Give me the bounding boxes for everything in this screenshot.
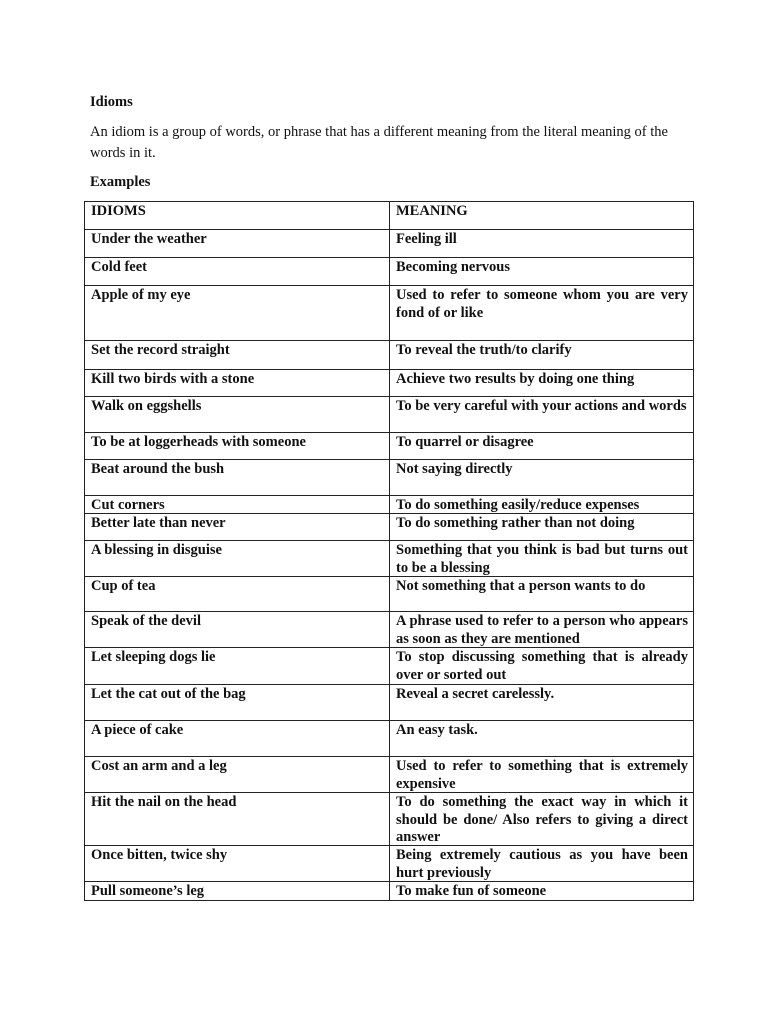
column-divider bbox=[389, 397, 390, 432]
header-idioms: IDIOMS bbox=[91, 203, 146, 219]
intro-paragraph: An idiom is a group of words, or phrase that has a different meaning from the literal meaning of the words in it. bbox=[90, 124, 668, 161]
table-header-row bbox=[84, 201, 694, 230]
idiom-cell: Set the record straight bbox=[91, 342, 230, 358]
table-row bbox=[84, 756, 694, 793]
column-divider bbox=[389, 685, 390, 720]
meaning-cell: To quarrel or disagree bbox=[396, 434, 534, 450]
idiom-cell: A piece of cake bbox=[91, 722, 184, 738]
idiom-cell: Once bitten, twice shy bbox=[91, 847, 228, 863]
table-row bbox=[84, 720, 694, 757]
column-divider bbox=[389, 433, 390, 459]
column-divider bbox=[389, 341, 390, 369]
table-row bbox=[84, 340, 694, 370]
section-heading: Examples bbox=[90, 174, 151, 190]
meaning-cell: To be very careful with your actions and words bbox=[396, 398, 687, 414]
table-row bbox=[84, 432, 694, 460]
table-row bbox=[84, 684, 694, 721]
column-divider bbox=[389, 460, 390, 495]
column-divider bbox=[389, 541, 390, 576]
meaning-cell: Feeling ill bbox=[396, 231, 457, 247]
idiom-cell: Beat around the bush bbox=[91, 461, 225, 477]
column-divider bbox=[389, 882, 390, 900]
meaning-cell: Used to refer to someone whom you are very fond of or like bbox=[396, 287, 688, 321]
idiom-cell: A blessing in disguise bbox=[91, 542, 222, 558]
table-row bbox=[84, 285, 694, 341]
column-divider bbox=[389, 793, 390, 845]
meaning-cell: To do something the exact way in which it should be done/ Also refers to giving a direct answer bbox=[396, 794, 688, 845]
idiom-cell: Kill two birds with a stone bbox=[91, 371, 255, 387]
table-row bbox=[84, 495, 694, 514]
idiom-cell: Cut corners bbox=[91, 497, 165, 513]
idiom-cell: Under the weather bbox=[91, 231, 207, 247]
meaning-cell: Something that you think is bad but turns out to be a blessing bbox=[396, 542, 688, 576]
column-divider bbox=[389, 577, 390, 611]
column-divider bbox=[389, 514, 390, 540]
idiom-cell: Hit the nail on the head bbox=[91, 794, 237, 810]
column-divider bbox=[389, 496, 390, 513]
page-title: Idioms bbox=[90, 94, 133, 110]
idiom-cell: Better late than never bbox=[91, 515, 226, 531]
table-row bbox=[84, 792, 694, 846]
meaning-cell: To reveal the truth/to clarify bbox=[396, 342, 572, 358]
column-divider bbox=[389, 648, 390, 684]
meaning-cell: Achieve two results by doing one thing bbox=[396, 371, 635, 387]
meaning-cell: Used to refer to something that is extremely expensive bbox=[396, 758, 688, 792]
table-row bbox=[84, 396, 694, 433]
column-divider bbox=[389, 202, 390, 229]
idiom-cell: Cup of tea bbox=[91, 578, 156, 594]
table-row bbox=[84, 513, 694, 541]
table-row bbox=[84, 647, 694, 685]
column-divider bbox=[389, 230, 390, 257]
meaning-cell: Reveal a secret carelessly. bbox=[396, 686, 555, 702]
column-divider bbox=[389, 721, 390, 756]
header-meaning: MEANING bbox=[396, 203, 468, 219]
table-row bbox=[84, 369, 694, 397]
column-divider bbox=[389, 846, 390, 881]
table-row bbox=[84, 576, 694, 612]
table-row bbox=[84, 540, 694, 577]
column-divider bbox=[389, 612, 390, 647]
idiom-cell: Walk on eggshells bbox=[91, 398, 202, 414]
meaning-cell: Not saying directly bbox=[396, 461, 513, 477]
idiom-cell: Let the cat out of the bag bbox=[91, 686, 246, 702]
idiom-cell: Cost an arm and a leg bbox=[91, 758, 227, 774]
column-divider bbox=[389, 286, 390, 340]
table-row bbox=[84, 611, 694, 648]
table-row bbox=[84, 845, 694, 882]
meaning-cell: To do something easily/reduce expenses bbox=[396, 497, 640, 513]
column-divider bbox=[389, 258, 390, 285]
idioms-table bbox=[84, 201, 694, 901]
meaning-cell: An easy task. bbox=[396, 722, 478, 738]
table-row bbox=[84, 881, 694, 901]
idiom-cell: Let sleeping dogs lie bbox=[91, 649, 216, 665]
meaning-cell: A phrase used to refer to a person who appears as soon as they are mentioned bbox=[396, 613, 688, 647]
table-row bbox=[84, 257, 694, 286]
column-divider bbox=[389, 757, 390, 792]
column-divider bbox=[389, 370, 390, 396]
idiom-cell: Apple of my eye bbox=[91, 287, 191, 303]
meaning-cell: Not something that a person wants to do bbox=[396, 578, 646, 594]
meaning-cell: To stop discussing something that is already over or sorted out bbox=[396, 649, 688, 683]
table-row bbox=[84, 229, 694, 258]
idiom-cell: Pull someone’s leg bbox=[91, 883, 205, 899]
idiom-cell: To be at loggerheads with someone bbox=[91, 434, 306, 450]
table-row bbox=[84, 459, 694, 496]
idiom-cell: Speak of the devil bbox=[91, 613, 201, 629]
idiom-cell: Cold feet bbox=[91, 259, 147, 275]
meaning-cell: To make fun of someone bbox=[396, 883, 547, 899]
meaning-cell: To do something rather than not doing bbox=[396, 515, 635, 531]
meaning-cell: Being extremely cautious as you have been hurt previously bbox=[396, 847, 688, 881]
meaning-cell: Becoming nervous bbox=[396, 259, 510, 275]
